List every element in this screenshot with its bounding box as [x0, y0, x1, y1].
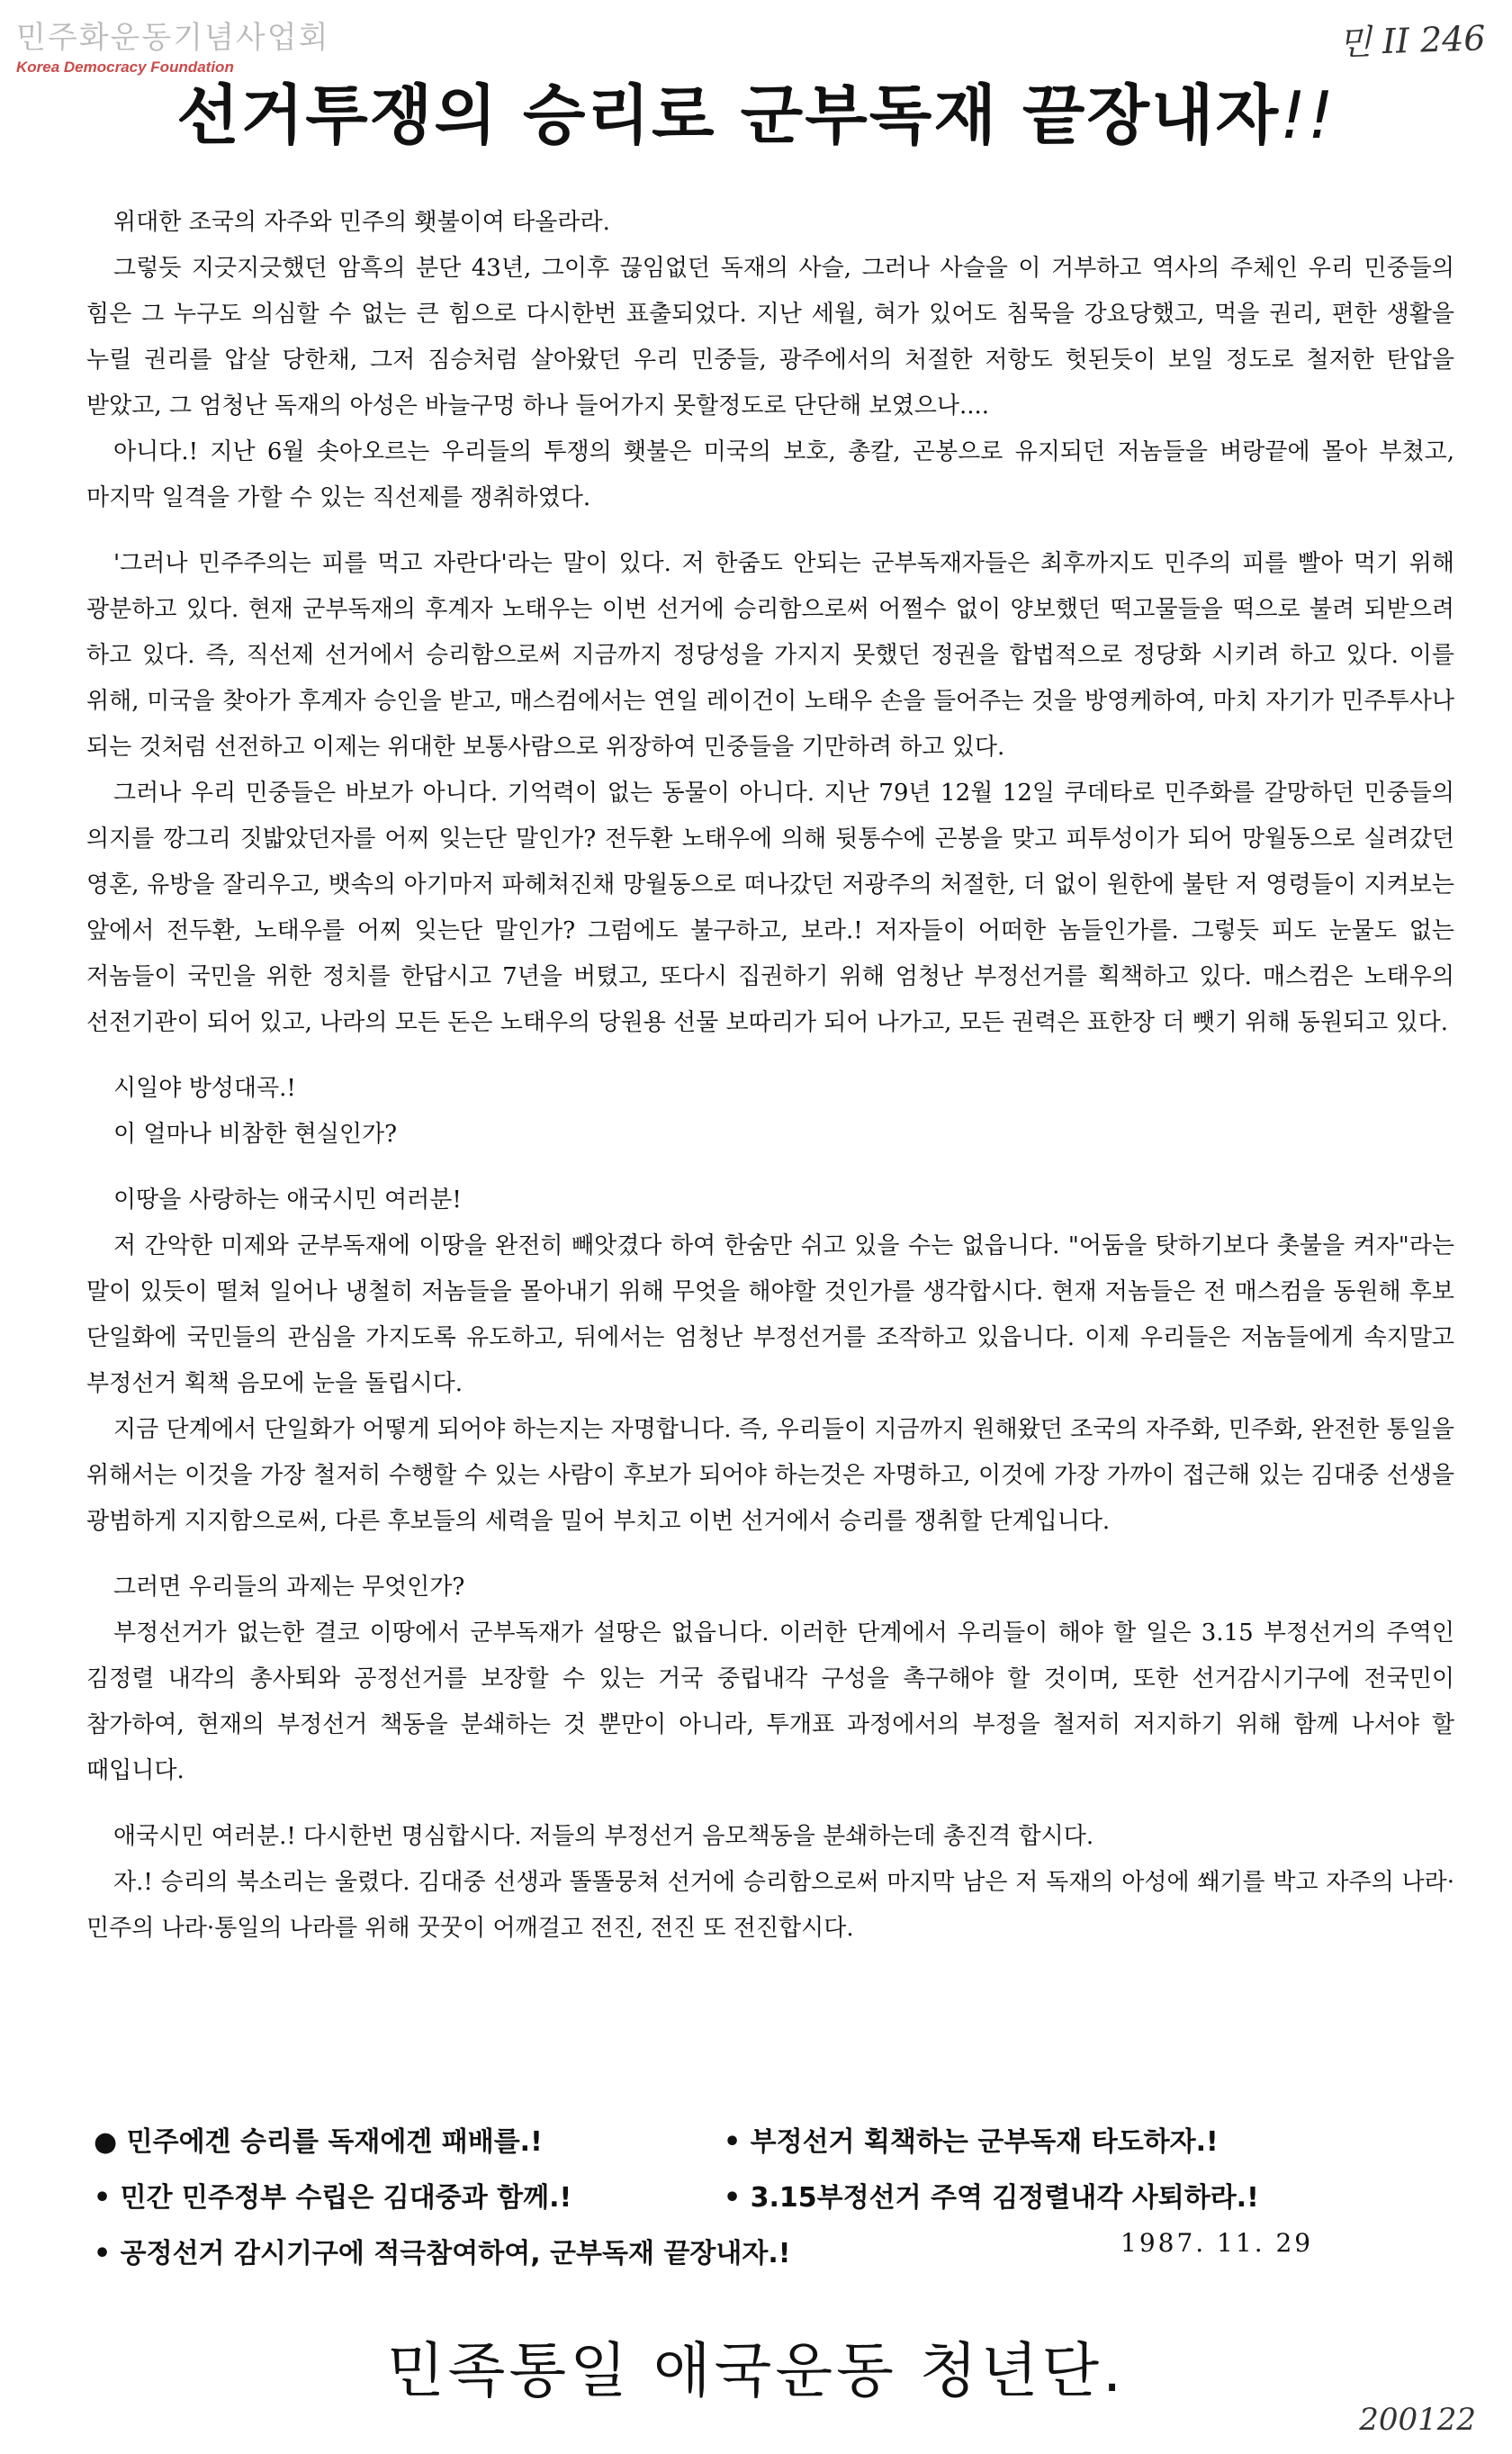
document-title [0, 63, 1512, 157]
issuing-organization: 민족통일 애국운동 청년단. [386, 2336, 1126, 2405]
paragraph-task: 부정선거가 없는한 결코 이땅에서 군부독재가 설땅은 없읍니다. 이러한 단계에서 우리들이 해야 할 일은 3.15 부정선거의 주역인 김정렬 내각의 총사퇴와 공정선거를 보장할 수 있는 거국 중립내각 구성을 촉구해야 할 것이며, 또한 선거감시기구에 전국민이 참가하여, 현재의 부정선거 책동을 분쇄하는 것 뿐만이 아니라, 투개표 과정에서의 부정을 철저히 저지하기 위해 함께 나서야 할 때입니다. [86, 1619, 1454, 1784]
paragraph-democracy-blood: '그러나 민주주의는 피를 먹고 자란다'라는 말이 있다. 저 한줌도 안되는 군부독재자들은 최후까지도 민주의 피를 빨아 먹기 위해 광분하고 있다. 현재 군부독재의 후계자 노태우는 이번 선거에 승리함으로써 어쩔수 없이 양보했던 떡고물들을 떡으로 불려 되받으려 하고 있다. 즉, 직선제 선거에서 승리함으로써 지금까지 정당성을 가지지 못했던 정권을 합법적으로 정당화 시키려 하고 있다. 이를 위해, 미국을 찾아가 후계자 승인을 받고, 매스컴에서는 연일 레이건이 노태우 손을 들어주는 것을 방영케하여, 마치 자기가 민주투사나 되는 것처럼 선전하고 이제는 위대한 보통사람으로 위장하여 민중들을 기만하려 하고 있다. [86, 550, 1454, 761]
slogan-row [94, 2167, 1444, 2223]
handwritten-document-number: 200122 [1359, 2402, 1476, 2438]
paragraph-lament: 시일야 방성대곡.! [113, 1075, 296, 1102]
title-exclaim: !! [1280, 77, 1336, 153]
slogan-item: • 3.15부정선거 주역 김정렬내각 사퇴하라.! [724, 2182, 1259, 2214]
spacer [86, 1046, 1454, 1066]
paragraph-history: 그렇듯 지긋지긋했던 암흑의 분단 43년, 그이후 끊임없던 독재의 사슬, 그러나 사슬을 이 거부하고 역사의 주체인 우리 민중들의 힘은 그 누구도 의심할 수 없는 큰 힘으로 다시한번 표출되었다. 지난 세월, 혀가 있어도 침묵을 강요당했고, 먹을 권리, 편한 생활을 누릴 권리를 압살 당한채, 그저 짐승처럼 살아왔던 우리 민중들, 광주에서의 처절한 저항도 헛된듯이 보일 정도로 철저한 탄압을 받았고, 그 엄청난 독재의 아성은 바늘구멍 하나 들어가지 못할정도로 단단해 보였으나.... [86, 255, 1454, 420]
slogan-item: • 공정선거 감시기구에 적극참여하여, 군부독재 끝장내자.! [94, 2238, 791, 2269]
spacer [86, 521, 1454, 541]
paragraph-task-question: 그러면 우리들의 과제는 무엇인가? [113, 1574, 465, 1601]
spacer [86, 1794, 1454, 1814]
document-body [86, 200, 1454, 1952]
paragraph-intro: 위대한 조국의 자주와 민주의 횃불이여 타올라라. [113, 209, 610, 236]
slogan-item: • 민간 민주정부 수립은 김대중과 함께.! [94, 2182, 572, 2214]
slogan-row [94, 2111, 1444, 2167]
title-text: 선거투쟁의 승리로 군부독재 끝장내자 [176, 77, 1281, 153]
spacer [86, 1158, 1454, 1177]
paragraph-march: 자.! 승리의 북소리는 울렸다. 김대중 선생과 똘똘뭉쳐 선거에 승리함으로써 마지막 남은 저 독재의 아성에 쐐기를 박고 자주의 나라·민주의 나라·통일의 나라를 위해 꿋꿋이 어깨걸고 전진, 전진 또 전진합시다. [86, 1869, 1454, 1942]
slogan-item: ● 민주에겐 승리를 독재에겐 패배를.! [94, 2126, 543, 2158]
paragraph-address: 이땅을 사랑하는 애국시민 여러분! [113, 1186, 462, 1213]
watermark-english: Korea Democracy Foundation [16, 59, 234, 76]
document-date: 1987. 11. 29 [1120, 2228, 1314, 2258]
paragraph-unification: 지금 단계에서 단일화가 어떻게 되어야 하는지는 자명합니다. 즉, 우리들이 지금까지 원해왔던 조국의 자주화, 민주화, 완전한 통일을 위해서는 이것을 가장 철저히 수행할 수 있는 사람이 후보가 되어야 하는것은 자명하고, 이것에 가장 가까이 접근해 있는 김대중 선생을 광범하게 지지함으로써, 다른 후보들의 세력을 밀어 부치고 이번 선거에서 승리를 쟁취할 단계입니다. [86, 1416, 1454, 1535]
paragraph-reality: 이 얼마나 비참한 현실인가? [113, 1121, 398, 1148]
handwritten-archive-number: 민 II 246 [1336, 18, 1486, 63]
paragraph-people-remember: 그러나 우리 민중들은 바보가 아니다. 기억력이 없는 동물이 아니다. 지난 79년 12월 12일 쿠데타로 민주화를 갈망하던 민중들의 의지를 깡그리 짓밟았던자를 어찌 잊는단 말인가? 전두환 노태우에 의해 뒷통수에 곤봉을 맞고 피투성이가 되어 망월동으로 실려갔던 영혼, 유방을 잘리우고, 뱃속의 아기마저 파헤쳐진채 망월동으로 떠나갔던 저광주의 처절한, 더 없이 원한에 불탄 저 영령들이 지켜보는 앞에서 전두환, 노태우를 어찌 잊는단 말인가? 그럼에도 불구하고, 보라.! 저자들이 어떠한 놈들인가를. 그렇듯 피도 눈물도 없는 저놈들이 국민을 위한 정치를 한답시고 7년을 버텼고, 또다시 집권하기 위해 엄청난 부정선거를 획책하고 있다. 매스컴은 노태우의 선전기관이 되어 있고, 나라의 모든 돈은 노태우의 당원용 선물 보따리가 되어 나가고, 모든 권력은 표한장 더 뺏기 위해 동원되고 있다. [86, 780, 1454, 1036]
paragraph-appeal: 애국시민 여러분.! 다시한번 명심합시다. 저들의 부정선거 음모책동을 분쇄하는데 총진격 합시다. [113, 1823, 1094, 1850]
slogan-item: • 부정선거 획책하는 군부독재 타도하자.! [724, 2126, 1219, 2158]
spacer [86, 1545, 1454, 1565]
paragraph-candle: 저 간악한 미제와 군부독재에 이땅을 완전히 빼앗겼다 하여 한숨만 쉬고 있을 수는 없읍니다. "어둠을 탓하기보다 촛불을 켜자"라는 말이 있듯이 떨쳐 일어나 냉철히 저놈들을 몰아내기 위해 무엇을 해야할 것인가를 생각합시다. 현재 저놈들은 전 매스컴을 동원해 후보 단일화에 국민들의 관심을 가지도록 유도하고, 뒤에서는 엄청난 부정선거를 조작하고 있읍니다. 이제 우리들은 저놈들에게 속지말고 부정선거 획책 음모에 눈을 돌립시다. [86, 1232, 1454, 1397]
watermark-korean: 민주화운동기념사업회 [16, 20, 330, 56]
paragraph-june-struggle: 아니다.! 지난 6월 솟아오르는 우리들의 투쟁의 횃불은 미국의 보호, 총칼, 곤봉으로 유지되던 저놈들을 벼랑끝에 몰아 부쳤고, 마지막 일격을 가할 수 있는 직선제를 쟁취하였다. [86, 438, 1454, 511]
